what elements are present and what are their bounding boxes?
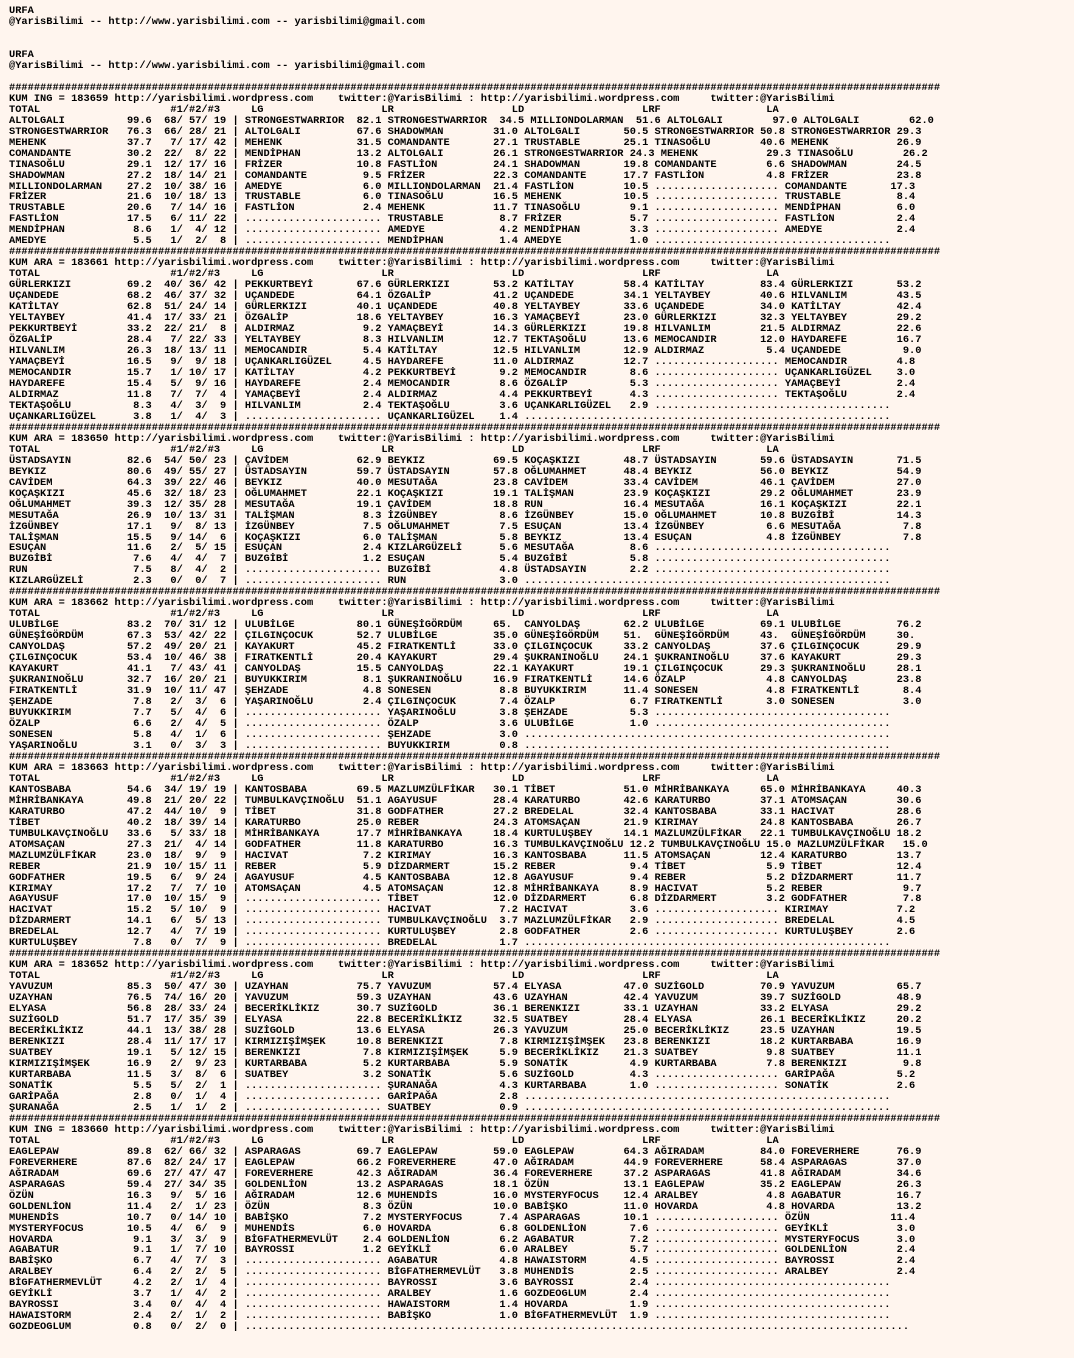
horse-row: HACIVAT 15.2 5/ 10/ 9 | ...................... HACIVAT 7.2 HACIVAT 3.6 .................... KIRIMAY 7.2 [9,904,916,917]
horse-row: MYSTERYFOCUS 10.5 4/ 6/ 9 | MUHENDİS 6.0 HOVARDA 6.8 GOLDENLİON 7.6 .................... GEYİKLİ 3.0 [9,1222,916,1235]
horse-row: HILVANLIM 26.3 18/ 13/ 11 | MEMOCANDIR 5.4 KATİLTAY 12.5 HILVANLIM 12.9 ALDIRMAZ 5.4 UÇANDEDE 9.0 [9,345,922,358]
separator-line: ###################################################################################################################################################### [9,1112,941,1125]
horse-row: KURTULUŞBEY 7.8 0/ 7/ 9 | ...................... BREDELAL 1.7 ........................................................... [9,937,891,950]
column-header-line: TOTAL #1/#2/#3 LG LR LD LRF LA [9,1134,779,1147]
horse-row: ÇILGINÇOCUK 53.4 10/ 46/ 38 | FIRATKENTLİ 20.4 KAYAKURT 29.4 ŞUKRANINOĞLU 24.1 ŞUKRANINOĞLU 37.6 KAYAKURT 29.3 [9,652,922,665]
race-section [9,752,1074,949]
horse-row: HOVARDA 9.1 3/ 3/ 9 | BİGFATHERMEVLÜT 2.4 GOLDENLİON 6.2 AGABATUR 7.2 .................... MYSTERYFOCUS 3.0 [9,1233,916,1246]
race-title-line: KUM ING = 183659 http://yarisbilimi.wordpress.com twitter:@YarisBilimi : http://yarisbilimi.wordpress.com twitter:@YarisBilimi [9,92,835,105]
horse-row: TEKTAŞOĞLU 8.3 4/ 3/ 9 | HILVANLIM 2.4 TEKTAŞOĞLU 3.6 UÇANKARLIGÜZEL 2.9 ...................................... [9,399,891,412]
horse-row: KIRIMAY 17.2 7/ 7/ 10 | ATOMSAÇAN 4.5 ATOMSAÇAN 12.8 MİHRİBANKAYA 8.9 HACIVAT 5.2 REBER 9.7 [9,882,922,895]
separator-line: ###################################################################################################################################################### [9,246,941,259]
horse-row: ALTOLGALI 99.6 68/ 57/ 19 | STRONGESTWARRIOR 82.1 STRONGESTWARRIOR 34.5 MILLIONDOLARMAN 51.6 ALTOLGALI 97.0 ALTOLGALI 62.0 [9,114,934,127]
column-header-line: TOTAL #1/#2/#3 LG LR LD LRF LA [9,268,779,281]
horse-row: ULUBİLGE 83.2 70/ 31/ 12 | ULUBİLGE 80.1 GÜNEŞİGÖRDÜM 65. CANYOLDAŞ 62.2 ULUBİLGE 69.1 ULUBİLGE 76.2 [9,619,922,632]
horse-row: CANYOLDAŞ 57.2 49/ 20/ 21 | KAYAKURT 45.2 FIRATKENTLİ 33.0 ÇILGINÇOCUK 33.2 CANYOLDAŞ 37.6 ÇILGINÇOCUK 29.9 [9,641,922,654]
horse-row: KATİLTAY 62.8 51/ 24/ 14 | GÜRLERKIZI 40.1 UÇANDEDE 40.8 YELTAYBEY 33.6 UÇANDEDE 34.0 KATİLTAY 42.4 [9,301,922,314]
horse-row: GÜRLERKIZI 69.2 40/ 36/ 42 | PEKKURTBEYİ 67.6 GÜRLERKIZI 53.2 KATİLTAY 58.4 KATİLTAY 83.4 GÜRLERKIZI 53.2 [9,279,922,292]
horse-row: TRUSTABLE 20.6 7/ 14/ 16 | FASTLİON 2.4 MEHENK 11.7 TINASOĞLU 9.1 .................... MENDİPHAN 6.0 [9,202,916,215]
horse-row: İZGÜNBEY 17.1 9/ 8/ 13 | İZGÜNBEY 7.5 OĞLUMAHMET 7.5 ESUÇAN 13.4 İZGÜNBEY 6.6 MESUTAĞA 7.8 [9,520,922,533]
column-header-line: TOTAL #1/#2/#3 LG LR LD LRF LA [9,970,779,983]
race-section [9,247,1074,423]
horse-row: BECERİKLİKIZ 44.1 13/ 38/ 28 | SUZİGOLD 13.6 ELYASA 26.3 YAVUZUM 25.0 BECERİKLİKIZ 23.5 UZAYHAN 19.5 [9,1025,922,1038]
horse-row: ELYASA 56.8 28/ 33/ 24 | BECERİKLİKIZ 30.7 SUZİGOLD 36.1 BERENKIZI 33.1 UZAYHAN 33.2 ELYASA 29.2 [9,1003,922,1016]
horse-row: COMANDANTE 30.2 22/ 8/ 22 | MENDİPHAN 13.2 ALTOLGALI 26.1 STRONGESTWARRIOR 24.3 MEHENK 29.3 TINASOĞLU 26.2 [9,147,928,160]
horse-row: UÇANDEDE 68.2 46/ 37/ 32 | UÇANDEDE 64.1 ÖZGALİP 41.2 UÇANDEDE 34.1 YELTAYBEY 40.6 HILVANLIM 43.5 [9,290,922,303]
horse-row: RUN 7.5 8/ 4/ 2 | ...................... BUZGİBİ 4.8 ÜSTADSAYIN 2.2 ...................................... [9,564,891,577]
horse-row: EAGLEPAW 89.8 62/ 66/ 32 | ASPARAGAS 69.7 EAGLEPAW 59.0 EAGLEPAW 64.3 AĞIRADAM 84.0 FOREVERHERE 76.9 [9,1145,922,1158]
column-header-line: TOTAL #1/#2/#3 LG LR LD LRF LA [9,103,779,116]
horse-row: ÖZGALİP 28.4 7/ 22/ 33 | YELTAYBEY 8.3 HILVANLIM 12.7 TEKTAŞOĞLU 13.6 MEMOCANDIR 12.0 HAYDAREFE 16.7 [9,334,922,347]
horse-row: BUYUKKIRIM 7.7 5/ 4/ 6 | ...................... YAŞARINOĞLU 3.8 ŞEHZADE 5.3 ...................................... [9,707,891,719]
horse-row: HAWAISTORM 2.4 2/ 1/ 2 | ...................... BABİŞKO 1.0 BİGFATHERMEVLÜT 1.9 ...................................... [9,1310,891,1323]
race-title-line: KUM ARA = 183662 http://yarisbilimi.wordpress.com twitter:@YarisBilimi : http://yarisbilimi.wordpress.com twitter:@YarisBilimi [9,597,835,610]
horse-row: BERENKIZI 28.4 11/ 17/ 17 | KIRMIZIŞİMŞEK 10.8 BERENKIZI 7.8 KIRMIZIŞİMŞEK 23.8 BERENKIZI 18.2 KURTARBABA 16.9 [9,1036,922,1049]
horse-row: ŞURANAĞA 2.5 1/ 1/ 2 | ...................... SUATBEY 0.9 ........................................................... [9,1101,891,1114]
column-header-line: TOTAL #1/#2/#3 LG LR LD LRF LA [9,608,779,621]
horse-row: BUZGİBİ 7.6 4/ 4/ 7 | BUZGİBİ 1.2 ESUÇAN 5.4 BUZGİBİ 5.8 ...................................... [9,553,891,566]
horse-row: ŞEHZADE 7.8 2/ 3/ 6 | YAŞARINOĞLU 2.4 ÇILGINÇOCUK 7.4 ÖZALP 6.7 FIRATKENTLİ 3.0 SONESEN 3.0 [9,696,922,709]
horse-row: GOLDENLİON 11.4 2/ 1/ 23 | ÖZÜN 8.3 ÖZÜN 10.0 BABİŞKO 11.0 HOVARDA 4.8 HOVARDA 13.2 [9,1200,922,1213]
blank-line [9,28,1074,39]
separator-line: ###################################################################################################################################################### [9,586,941,599]
horse-row: FASTLİON 17.5 6/ 11/ 22 | ...................... TRUSTABLE 8.7 FRİZER 5.7 .................... FASTLİON 2.4 [9,213,916,226]
horse-row: BEYKIZ 80.6 49/ 55/ 27 | ÜSTADSAYIN 59.7 ÜSTADSAYIN 57.8 OĞLUMAHMET 48.4 BEYKIZ 56.0 BEYKIZ 54.9 [9,465,922,478]
horse-row: SHADOWMAN 27.2 18/ 14/ 21 | COMANDANTE 9.5 FRİZER 22.3 COMANDANTE 17.7 FASTLİON 4.8 FRİZER 23.8 [9,169,922,182]
horse-row: AMEDYE 5.5 1/ 2/ 8 | ...................... MENDİPHAN 1.4 AMEDYE 1.0 ...................................... [9,235,891,248]
race-section [9,1114,1074,1333]
horse-row: ŞUKRANINOĞLU 32.7 16/ 20/ 21 | BUYUKKIRIM 8.1 ŞUKRANINOĞLU 16.9 FIRATKENTLİ 14.6 ÖZALP 4.8 CANYOLDAŞ 23.8 [9,674,922,687]
horse-row: YAMAÇBEYİ 16.5 9/ 9/ 18 | UÇANKARLIGÜZEL 4.5 HAYDAREFE 11.0 ALDIRMAZ 12.7 .................... MEMOCANDIR 4.8 [9,356,916,368]
horse-row: KARATURBO 47.2 44/ 10/ 9 | TİBET 31.8 GODFATHER 27.2 BREDELAL 32.4 KANTOSBABA 33.1 HACIVAT 28.6 [9,805,922,818]
horse-row: AGAYUSUF 17.0 10/ 15/ 9 | ...................... TİBET 12.0 DİZDARMERT 6.8 DİZDARMERT 3.2 GODFATHER 7.8 [9,893,922,906]
separator-line: ###################################################################################################################################################### [9,948,941,961]
horse-row: KURTARBABA 11.5 3/ 8/ 6 | SUATBEY 3.2 SONATİK 5.6 SUZİGOLD 4.3 .................... GARİPAĞA 5.2 [9,1068,916,1081]
horse-row: AGABATUR 9.1 1/ 7/ 10 | BAYROSSI 1.2 GEYİKLİ 6.0 ARALBEY 5.7 .................... GOLDENLİON 2.4 [9,1244,916,1257]
header-contact: @YarisBilimi -- http://www.yarisbilimi.com -- yarisbilimi@gmail.com [9,59,425,72]
horse-row: GARİPAĞA 2.8 0/ 1/ 4 | ...................... GARİPAĞA 2.8 ........................................................... [9,1090,891,1103]
horse-row: MILLIONDOLARMAN 27.2 10/ 38/ 16 | AMEDYE 6.0 MILLIONDOLARMAN 21.4 FASTLİON 10.5 .................... COMANDANTE 17.3 [9,180,916,193]
horse-row: FOREVERHERE 87.6 82/ 24/ 17 | EAGLEPAW 66.2 FOREVERHERE 47.0 AĞIRADAM 44.9 FOREVERHERE 58.4 ASPARAGAS 37.0 [9,1156,922,1169]
horse-row: YAŞARINOĞLU 3.1 0/ 3/ 3 | ...................... BUYUKKIRIM 0.8 ........................................................... [9,739,891,752]
blank-line [9,39,1074,50]
horse-row: GÜNEŞİGÖRDÜM 67.3 53/ 42/ 22 | ÇILGINÇOCUK 52.7 ULUBİLGE 35.0 GÜNEŞİGÖRDÜM 51. GÜNEŞİGÖRDÜM 43. GÜNEŞİGÖRDÜM 30. [9,630,916,643]
race-sections [9,83,1074,1333]
race-title-line: KUM ARA = 183661 http://yarisbilimi.wordpress.com twitter:@YarisBilimi : http://yarisbilimi.wordpress.com twitter:@YarisBilimi [9,257,835,270]
horse-row: MİHRİBANKAYA 49.8 21/ 20/ 22 | TUMBULKAVÇINOĞLU 51.1 AGAYUSUF 28.4 KARATURBO 42.6 KARATURBO 37.1 ATOMSAÇAN 30.6 [9,794,922,807]
race-title-line: KUM ARA = 183663 http://yarisbilimi.wordpress.com twitter:@YarisBilimi : http://yarisbilimi.wordpress.com twitter:@YarisBilimi [9,761,835,774]
horse-row: ARALBEY 6.4 2/ 2/ 5 | ...................... BİGFATHERMEVLÜT 3.8 MUHENDİS 2.5 .................... ARALBEY 2.4 [9,1266,916,1279]
race-section [9,949,1074,1114]
horse-row: KIRMIZIŞİMŞEK 16.9 2/ 9/ 23 | KURTARBABA 5.2 KURTARBABA 5.9 SONATİK 4.9 KURTARBABA 7.8 BERENKIZI 9.8 [9,1058,922,1070]
horse-row: SUZİGOLD 51.7 17/ 35/ 39 | ELYASA 22.8 BECERİKLİKIZ 32.5 SUATBEY 28.4 ELYASA 26.1 BECERİKLİKIZ 20.2 [9,1014,922,1027]
race-title-line: KUM ING = 183660 http://yarisbilimi.wordpress.com twitter:@YarisBilimi : http://yarisbilimi.wordpress.com twitter:@YarisBilimi [9,1123,835,1136]
separator-line: ###################################################################################################################################################### [9,421,941,434]
race-title-line: KUM ARA = 183652 http://yarisbilimi.wordpress.com twitter:@YarisBilimi : http://yarisbilimi.wordpress.com twitter:@YarisBilimi [9,959,835,972]
horse-row: KIZLARGÜZELİ 2.3 0/ 0/ 7 | ...................... RUN 3.0 ........................................................... [9,575,891,588]
horse-row: TINASOĞLU 29.1 12/ 17/ 16 | FRİZER 10.8 FASTLİON 24.1 SHADOWMAN 19.8 COMANDANTE 6.6 SHADOWMAN 24.5 [9,158,922,171]
horse-row: FRİZER 21.6 10/ 18/ 13 | TRUSTABLE 6.0 TINASOĞLU 16.5 MEHENK 10.5 .................... TRUSTABLE 8.4 [9,191,916,204]
horse-row: TALİŞMAN 15.5 9/ 14/ 6 | KOÇAŞKIZI 6.0 TALİŞMAN 5.8 BEYKIZ 13.4 ESUÇAN 4.8 İZGÜNBEY 7.8 [9,531,922,544]
horse-row: STRONGESTWARRIOR 76.3 66/ 28/ 21 | ALTOLGALI 67.6 SHADOWMAN 31.0 ALTOLGALI 50.5 STRONGESTWARRIOR 50.8 STRONGESTWARRIOR 29.3 [9,125,922,138]
horse-row: ASPARAGAS 59.4 27/ 34/ 35 | GOLDENLİON 13.2 ASPARAGAS 18.1 ÖZÜN 13.1 EAGLEPAW 35.2 EAGLEPAW 26.3 [9,1178,922,1191]
horse-row: GEYİKLİ 3.7 1/ 4/ 2 | ...................... ARALBEY 1.6 GOZDEOGLUM 2.4 ...................................... [9,1288,891,1301]
horse-row: MENDİPHAN 8.6 1/ 4/ 12 | ...................... AMEDYE 4.2 MENDİPHAN 3.3 .................... AMEDYE 2.4 [9,224,916,237]
horse-row: UÇANKARLIGÜZEL 3.8 1/ 4/ 3 | ...................... UÇANKARLIGÜZEL 1.4 ........................................................... [9,410,891,423]
horse-row: MESUTAĞA 26.9 10/ 13/ 31 | TALİŞMAN 8.3 İZGÜNBEY 8.6 İZGÜNBEY 15.0 OĞLUMAHMET 10.8 BUZGİBİ 14.3 [9,509,922,522]
horse-row: REBER 21.9 10/ 15/ 11 | REBER 5.9 DİZDARMERT 15.2 REBER 9.4 TİBET 5.9 TİBET 12.4 [9,860,922,873]
race-section [9,423,1074,588]
horse-row: FIRATKENTLİ 31.9 10/ 11/ 47 | ŞEHZADE 4.8 SONESEN 8.8 BUYUKKIRIM 11.4 SONESEN 4.8 FIRATKENTLİ 8.4 [9,685,922,698]
header-city: URFA [9,5,34,17]
horse-row: SUATBEY 19.1 5/ 12/ 15 | BERENKIZI 7.8 KIRMIZIŞİMŞEK 5.9 BECERİKLİKIZ 21.3 SUATBEY 9.8 SUATBEY 11.1 [9,1047,922,1060]
separator-line: ###################################################################################################################################################### [9,750,941,763]
horse-row: GODFATHER 19.5 6/ 9/ 24 | AGAYUSUF 4.5 KANTOSBABA 12.8 AGAYUSUF 9.4 REBER 5.2 DİZDARMERT 11.7 [9,871,922,884]
horse-row: BABİŞKO 6.7 4/ 7/ 3 | ...................... AGABATUR 4.8 HAWAISTORM 4.5 .................... BAYROSSI 2.4 [9,1255,916,1268]
horse-row: HAYDAREFE 15.4 5/ 9/ 16 | HAYDAREFE 2.4 MEMOCANDIR 8.6 ÖZGALİP 5.3 .................... YAMAÇBEYİ 2.4 [9,377,916,390]
horse-row: DİZDARMERT 14.1 6/ 5/ 13 | ...................... TUMBULKAVÇINOĞLU 3.7 MAZLUMZÜLFİKAR 2.9 .................... BREDELAL 4.5 [9,915,916,928]
horse-row: OĞLUMAHMET 39.3 12/ 35/ 28 | MESUTAĞA 19.1 ÇAVİDEM 18.8 RUN 16.4 MESUTAĞA 16.1 KOÇAŞKIZI 22.1 [9,498,922,511]
horse-row: MEHENK 37.7 7/ 17/ 42 | MEHENK 31.5 COMANDANTE 27.1 TRUSTABLE 25.1 TINASOĞLU 40.6 MEHENK 26.9 [9,136,922,149]
horse-row: SONESEN 5.8 4/ 1/ 6 | ...................... ŞEHZADE 3.0 ........................................................... [9,728,891,741]
horse-row: KOÇAŞKIZI 45.6 32/ 18/ 23 | OĞLUMAHMET 22.1 KOÇAŞKIZI 19.1 TALİŞMAN 23.9 KOÇAŞKIZI 29.2 OĞLUMAHMET 23.9 [9,487,922,500]
horse-row: ATOMSAÇAN 27.3 21/ 4/ 14 | GODFATHER 11.8 KARATURBO 16.3 TUMBULKAVÇINOĞLU 12.2 TUMBULKAVÇINOĞLU 15.0 MAZLUMZÜLFİKAR 15.0 [9,838,928,851]
horse-row: SONATİK 5.5 5/ 2/ 1 | ...................... ŞURANAĞA 4.3 KURTARBABA 1.0 .................... SONATİK 2.6 [9,1079,916,1092]
header-city: URFA [9,48,34,61]
horse-row: TUMBULKAVÇINOĞLU 33.6 5/ 33/ 18 | MİHRİBANKAYA 17.7 MİHRİBANKAYA 18.4 KURTULUŞBEY 14.1 MAZLUMZÜLFİKAR 22.1 TUMBULKAVÇINOĞLU 18.2 [9,827,922,840]
horse-row: KANTOSBABA 54.6 34/ 19/ 19 | KANTOSBABA 69.5 MAZLUMZÜLFİKAR 30.1 TİBET 51.0 MİHRİBANKAYA 65.0 MİHRİBANKAYA 40.3 [9,783,922,796]
horse-row: ÖZALP 6.6 2/ 4/ 5 | ...................... ÖZALP 3.6 ULUBİLGE 1.0 ...................................... [9,717,891,730]
horse-row: GOZDEOGLUM 0.8 0/ 2/ 0 | ........................................................................................................... [9,1321,910,1334]
horse-row: MEMOCANDIR 15.7 1/ 10/ 17 | KATİLTAY 4.2 PEKKURTBEYİ 9.2 MEMOCANDIR 8.6 .................... UÇANKARLIGÜZEL 3.0 [9,366,916,379]
separator-line: ###################################################################################################################################################### [9,81,941,94]
column-header-line: TOTAL #1/#2/#3 LG LR LD LRF LA [9,772,779,785]
horse-row: MUHENDİS 10.7 0/ 14/ 10 | BABİŞKO 7.2 MYSTERYFOCUS 7.4 ASPARAGAS 10.1 .................... ÖZÜN 11.4 [9,1211,916,1224]
horse-row: PEKKURTBEYİ 33.2 22/ 21/ 8 | ALDIRMAZ 9.2 YAMAÇBEYİ 14.3 GÜRLERKIZI 19.8 HILVANLIM 21.5 ALDIRMAZ 22.6 [9,323,922,336]
horse-row: TİBET 40.2 18/ 39/ 14 | KARATURBO 25.0 REBER 24.3 ATOMSAÇAN 21.9 KIRIMAY 24.8 KANTOSBABA 26.7 [9,816,922,829]
horse-row: BREDELAL 12.7 4/ 7/ 19 | ...................... KURTULUŞBEY 2.8 GODFATHER 2.6 .................... KURTULUŞBEY 2.6 [9,926,916,939]
race-section [9,587,1074,752]
race-title-line: KUM ARA = 183650 http://yarisbilimi.wordpress.com twitter:@YarisBilimi : http://yarisbilimi.wordpress.com twitter:@YarisBilimi [9,432,835,445]
race-section [9,83,1074,248]
horse-row: ÜSTADSAYIN 82.6 54/ 50/ 23 | ÇAVİDEM 62.9 BEYKIZ 69.5 KOÇAŞKIZI 48.7 ÜSTADSAYIN 59.6 ÜSTADSAYIN 71.5 [9,454,922,467]
horse-row: ESUÇAN 11.6 2/ 5/ 15 | ESUÇAN 2.4 KIZLARGÜZELİ 5.6 MESUTAĞA 8.6 ...................................... [9,542,891,555]
horse-row: BİGFATHERMEVLÜT 4.2 2/ 1/ 4 | ...................... BAYROSSI 3.6 BAYROSSI 2.4 ...................................... [9,1277,891,1290]
horse-row: CAVİDEM 64.3 39/ 22/ 46 | BEYKIZ 40.0 MESUTAĞA 23.8 CAVİDEM 33.4 CAVİDEM 46.1 ÇAVİDEM 27.0 [9,476,922,489]
horse-row: AĞIRADAM 69.6 27/ 47/ 47 | FOREVERHERE 42.3 AĞIRADAM 36.4 FOREVERHERE 37.2 ASPARAGAS 41.8 AĞIRADAM 34.6 [9,1167,922,1180]
column-header-line: TOTAL #1/#2/#3 LG LR LD LRF LA [9,443,779,456]
horse-row: KAYAKURT 41.1 7/ 43/ 41 | CANYOLDAŞ 15.5 CANYOLDAŞ 22.1 KAYAKURT 19.1 ÇILGINÇOCUK 29.3 ŞUKRANINOĞLU 28.1 [9,663,922,676]
horse-row: YELTAYBEY 41.4 17/ 33/ 21 | ÖZGALİP 18.6 YELTAYBEY 16.3 YAMAÇBEYİ 23.0 GÜRLERKIZI 32.3 YELTAYBEY 29.2 [9,312,922,325]
horse-row: UZAYHAN 76.5 74/ 16/ 20 | YAVUZUM 59.3 UZAYHAN 43.6 UZAYHAN 42.4 YAVUZUM 39.7 SUZİGOLD 48.9 [9,992,922,1005]
horse-row: YAVUZUM 85.3 50/ 47/ 30 | UZAYHAN 75.7 YAVUZUM 57.4 ELYASA 47.0 SUZİGOLD 70.9 YAVUZUM 65.7 [9,981,922,994]
header-contact: @YarisBilimi -- http://www.yarisbilimi.com -- yarisbilimi@gmail.com [9,15,425,28]
horse-row: ALDIRMAZ 11.8 7/ 7/ 4 | YAMAÇBEYİ 2.4 ALDIRMAZ 4.4 PEKKURTBEYİ 4.3 .................... TEKTAŞOĞLU 2.4 [9,388,916,401]
horse-row: MAZLUMZÜLFİKAR 23.0 18/ 9/ 9 | HACIVAT 7.2 KIRIMAY 16.3 KANTOSBABA 11.5 ATOMSAÇAN 12.4 KARATURBO 13.7 [9,849,922,862]
horse-row: BAYROSSI 3.4 0/ 4/ 4 | ...................... HAWAISTORM 1.4 HOVARDA 1.9 ...................................... [9,1299,891,1312]
horse-row: ÖZÜN 16.3 9/ 5/ 16 | AĞIRADAM 12.6 MUHENDİS 16.0 MYSTERYFOCUS 12.4 ARALBEY 4.8 AGABATUR 16.7 [9,1189,922,1202]
